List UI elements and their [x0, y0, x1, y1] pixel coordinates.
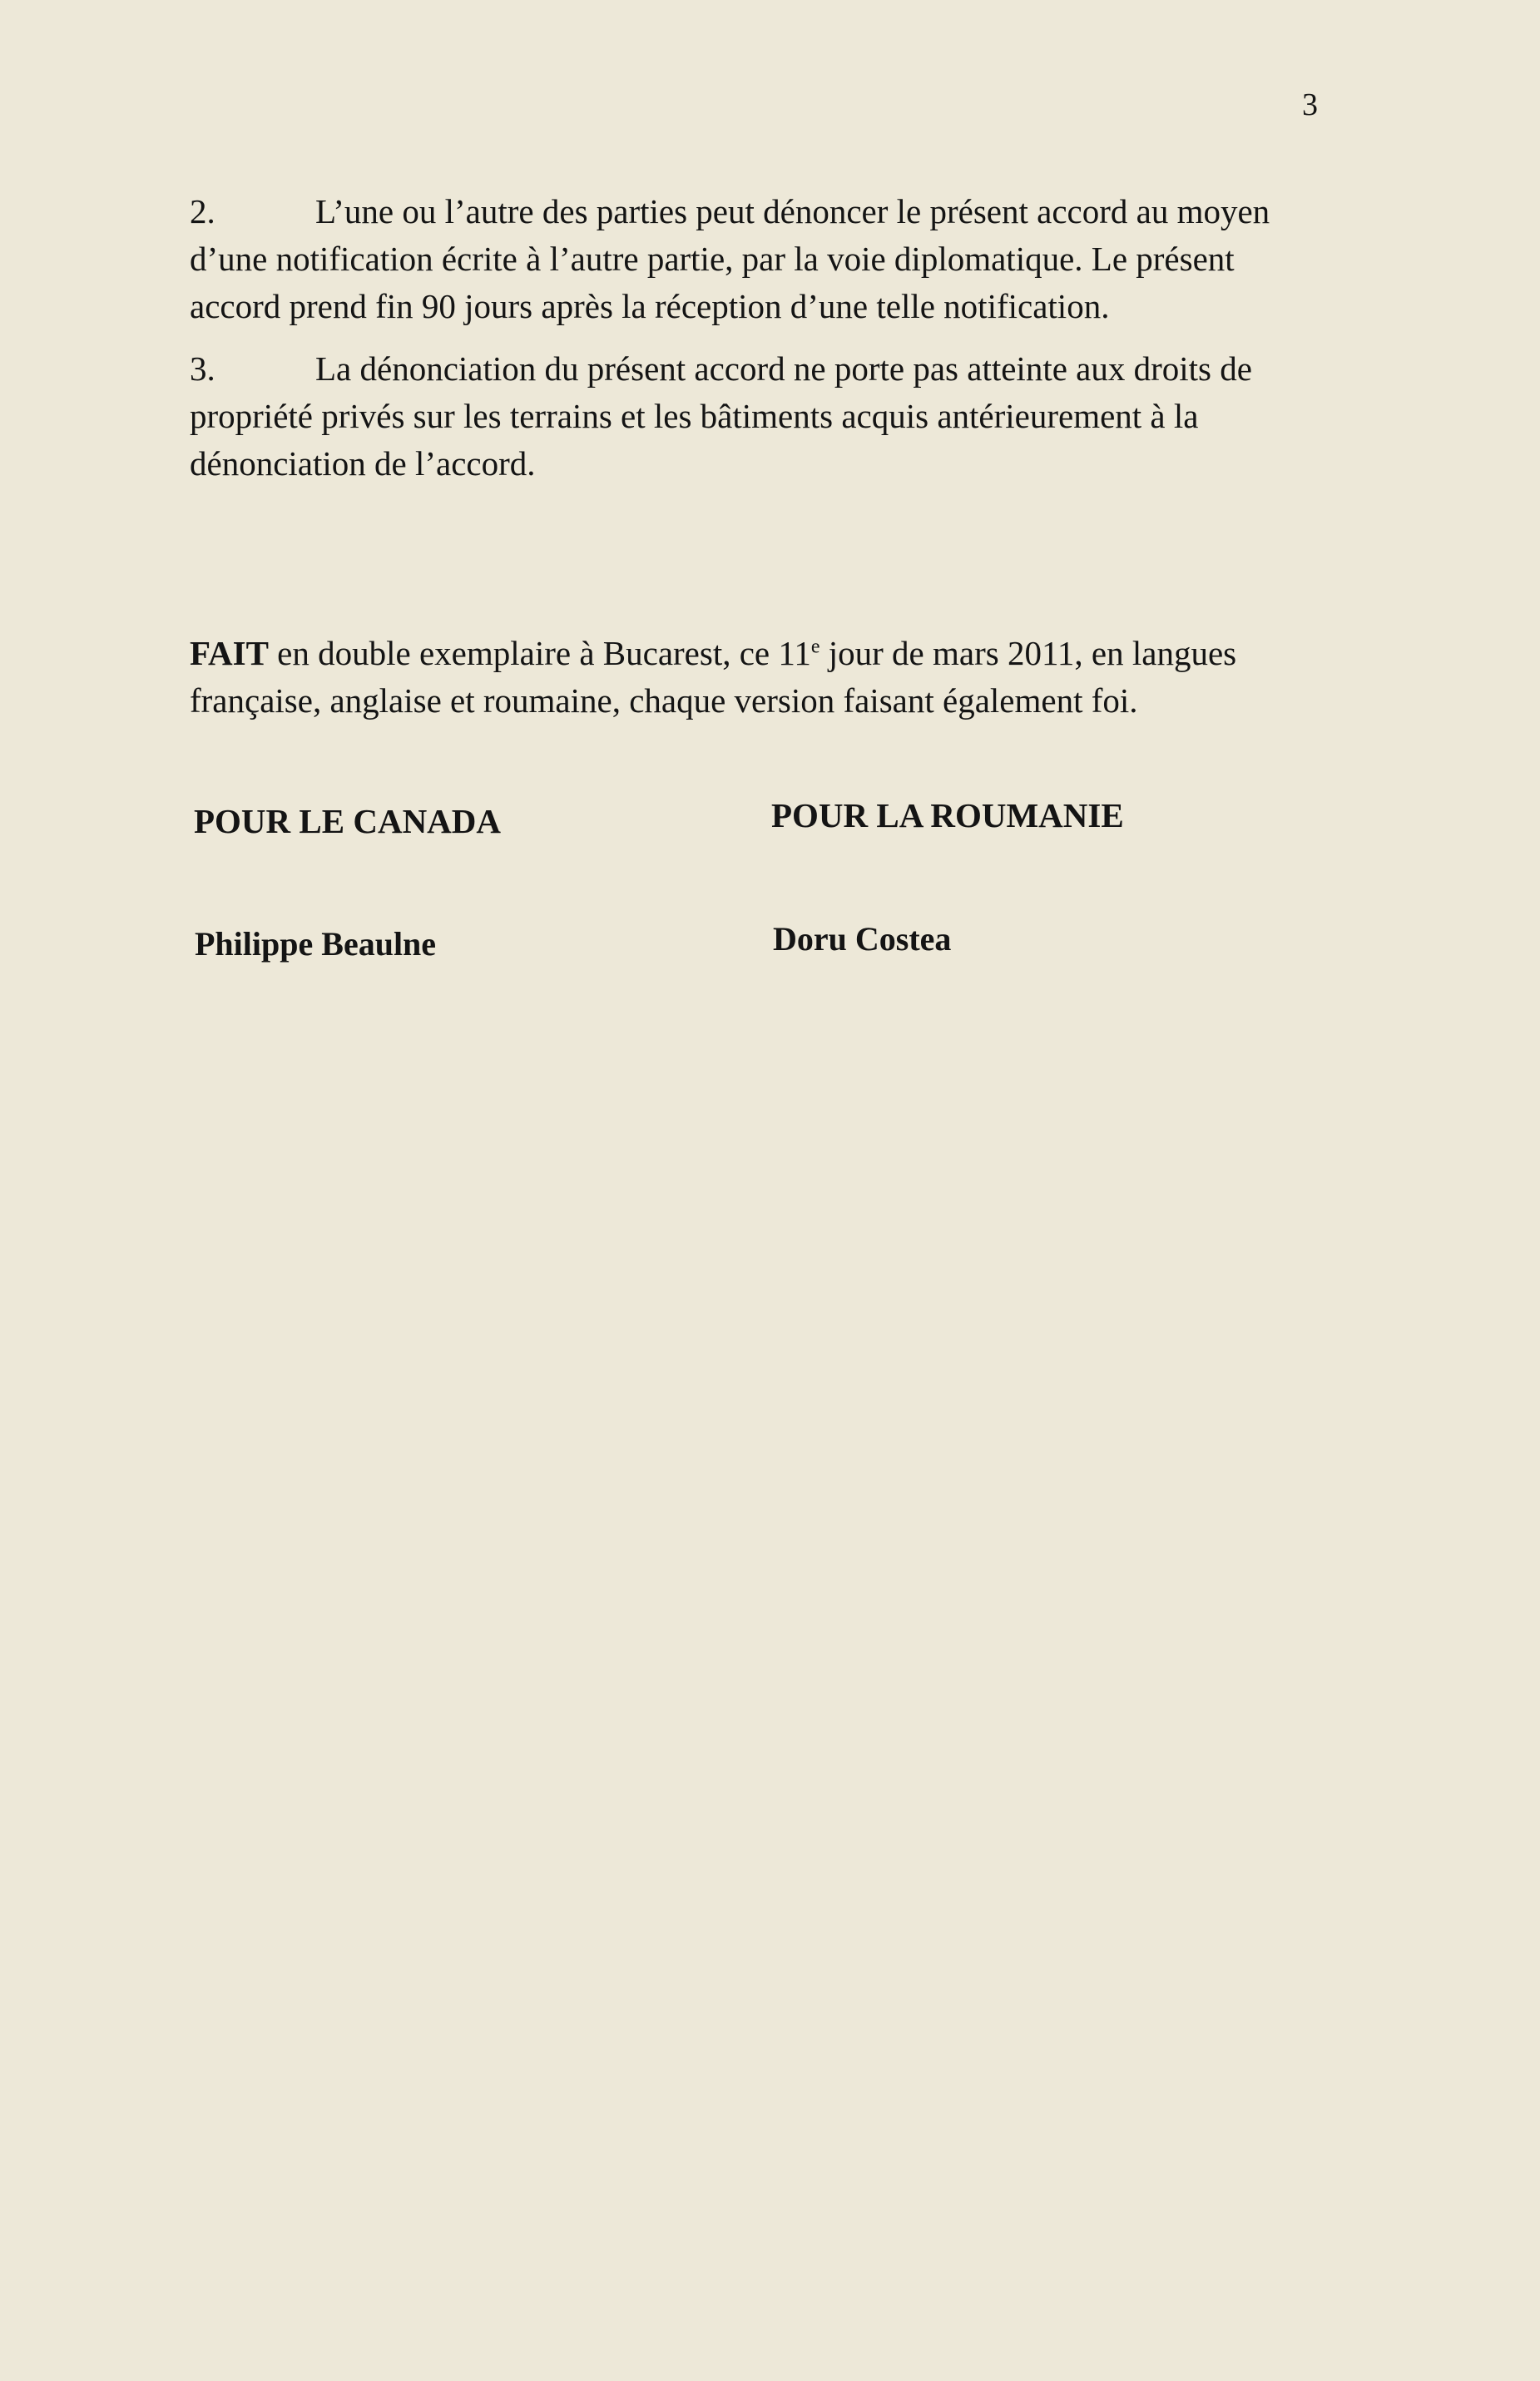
- paragraph-2: [190, 188, 1309, 330]
- closing-text-end: jour de mars 2011, en langues française, anglaise et roumaine, chaque version faisant également foi.: [190, 634, 1237, 720]
- closing-ordinal-suffix: e: [810, 636, 820, 658]
- paragraph-3: [190, 345, 1309, 488]
- paragraph-2-number: 2.: [190, 192, 215, 230]
- closing-clause: [190, 630, 1309, 725]
- closing-lead: FAIT: [190, 634, 269, 672]
- signature-heading-canada: POUR LE CANADA: [194, 802, 501, 840]
- paragraph-3-number: 3.: [190, 349, 215, 388]
- signatory-name-canada: Philippe Beaulne: [195, 925, 437, 963]
- paragraph-2-text: L’une ou l’autre des parties peut dénoncer le présent accord au moyen d’une notification écrite à l’autre partie, par la voie diplomatique. Le présent accord prend fin 90 jours après la réception d’une telle notification.: [190, 192, 1270, 325]
- signatory-name-romania: Doru Costea: [773, 920, 952, 958]
- paragraph-3-text: La dénonciation du présent accord ne porte pas atteinte aux droits de propriété privés sur les terrains et les bâtiments acquis antérieurement à la dénonciation de l’accord.: [190, 349, 1252, 483]
- page-number: 3: [1302, 87, 1318, 122]
- signature-heading-romania: POUR LA ROUMANIE: [771, 796, 1124, 834]
- closing-text-start: en double exemplaire à Bucarest, ce 11: [268, 634, 811, 672]
